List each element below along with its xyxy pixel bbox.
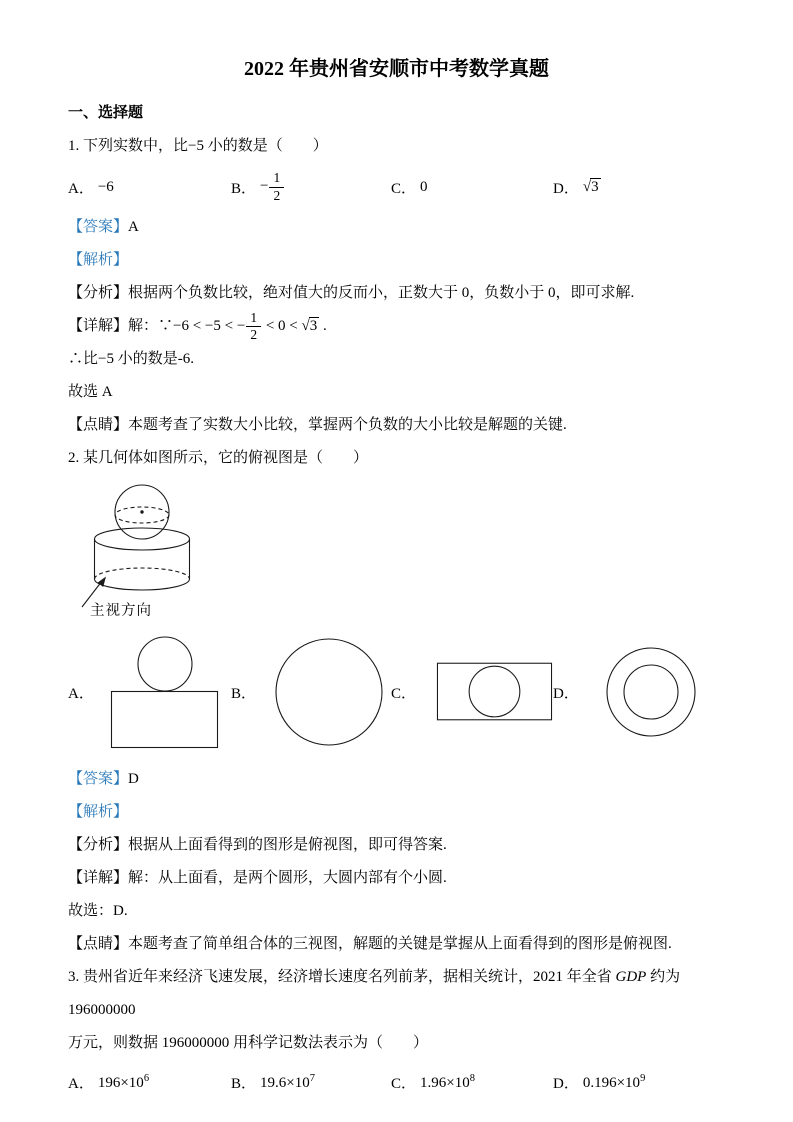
jiexi-label: 【解析】 <box>68 252 129 268</box>
q2-solid-figure <box>70 479 290 625</box>
q1-conclusion-line: ∴比−5 小的数是-6. <box>68 351 194 367</box>
q1-option-a-label: A． <box>68 180 94 197</box>
exponent: 7 <box>309 1072 315 1084</box>
cylinder-shape <box>95 528 190 590</box>
gdp-italic: GDP <box>615 969 647 985</box>
q3-options-row <box>68 1064 725 1100</box>
q1-option-b <box>231 171 391 202</box>
q1-option-c-label: C． <box>391 180 417 197</box>
q2-option-a-label: A． <box>68 685 94 702</box>
q1-xiangjie-prefix: 【详解】解：∵ <box>68 318 174 334</box>
concentric-circles-figure <box>605 646 697 738</box>
jiexi-label: 【解析】 <box>68 804 129 820</box>
radicand: 3 <box>309 318 318 334</box>
q1-text: 1. 下列实数中，比−5 小的数是（ ） <box>68 138 328 154</box>
q3-option-d-value <box>583 1073 645 1092</box>
fraction <box>269 171 284 202</box>
sphere-shape <box>115 485 169 539</box>
answer-label: 【答案】 <box>68 219 129 235</box>
large-circle-figure <box>274 637 384 747</box>
inequality-middle: < 0 < <box>262 318 302 334</box>
mantissa: 196×10 <box>97 1074 144 1091</box>
q1-inequality <box>173 309 327 343</box>
q1-option-b-value <box>260 171 285 202</box>
mantissa: 19.6×10 <box>260 1074 310 1091</box>
radical-sign: √ <box>582 178 592 195</box>
q3-option-a-label: A． <box>68 1075 94 1092</box>
minus-sign: − <box>260 178 269 195</box>
page-title: 2022 年贵州省安顺市中考数学真题 <box>244 58 549 80</box>
q1-dianjing-line: 【点睛】本题考查了实数大小比较，掌握两个负数的大小比较是解题的关键. <box>68 417 567 433</box>
q3-option-b-value <box>260 1073 315 1092</box>
inequality-left: −6 < −5 < − <box>173 318 246 334</box>
q2-xiangjie-line: 【详解】解：从上面看，是两个圆形，大圆内部有个小圆. <box>68 870 447 886</box>
q2-answer-line <box>68 763 725 796</box>
q1-option-a <box>68 177 231 198</box>
q3-text-part1: 3. 贵州省近年来经济飞速发展，经济增长速度名列前茅，据相关统计，2021 年全省 <box>68 969 616 985</box>
q2-fenxi-line: 【分析】根据从上面看得到的图形是俯视图，即可得答案. <box>68 837 447 853</box>
circle-in-rectangle-figure <box>436 661 553 723</box>
sphere-on-cylinder-figure <box>70 479 280 619</box>
exponent: 9 <box>640 1072 646 1084</box>
q2-text: 2. 某几何体如图所示，它的俯视图是（ ） <box>68 450 369 466</box>
q3-option-c <box>391 1072 553 1093</box>
q1-choice-line: 故选 A <box>68 384 113 400</box>
inequality-end: . <box>319 318 327 334</box>
exponent: 8 <box>469 1072 475 1084</box>
fraction-numerator: 1 <box>269 171 284 187</box>
q2-option-d <box>553 646 725 738</box>
fraction-numerator: 1 <box>246 311 261 327</box>
q3-text-line2: 万元，则数据 196000000 用科学记数法表示为（ ） <box>68 1035 429 1051</box>
q1-option-d <box>553 177 725 198</box>
q3-option-d-label: D． <box>553 1075 579 1092</box>
q2-option-b-label: B． <box>231 685 257 702</box>
mantissa: 0.196×10 <box>582 1074 641 1091</box>
q2-option-c-label: C． <box>391 685 417 702</box>
mantissa: 1.96×10 <box>420 1074 470 1091</box>
q1-option-a-value: −6 <box>97 178 114 195</box>
q1-option-d-value <box>583 178 601 196</box>
q2-option-d-label: D． <box>553 685 579 702</box>
q2-answer-value: D <box>128 771 139 787</box>
q1-options-row <box>68 163 725 211</box>
q1-option-c <box>391 177 553 198</box>
q3-option-c-label: C． <box>391 1075 417 1092</box>
q3-option-d <box>553 1072 725 1093</box>
q2-option-b <box>231 637 391 747</box>
fraction-denominator: 2 <box>273 187 281 203</box>
q1-answer-value: A <box>128 219 139 235</box>
fraction <box>246 311 261 342</box>
section-heading: 一、选择题 <box>68 105 144 121</box>
sqrt-term <box>302 318 320 334</box>
q3-option-a-value <box>98 1073 149 1092</box>
q2-choice-line: 故选：D. <box>68 903 128 919</box>
radicand: 3 <box>591 178 599 195</box>
q1-jiexi-line <box>68 244 725 277</box>
q2-options-row <box>68 631 725 753</box>
q1-option-b-label: B． <box>231 180 257 197</box>
q1-option-d-label: D． <box>553 180 579 197</box>
q1-xiangjie-line <box>68 310 725 343</box>
radical-sign: √ <box>301 318 310 334</box>
answer-label: 【答案】 <box>68 771 129 787</box>
q3-text-line1 <box>68 961 725 1027</box>
q2-jiexi-line <box>68 796 725 829</box>
q1-answer-line <box>68 211 725 244</box>
q2-option-a <box>68 635 231 750</box>
q3-option-c-value <box>420 1073 475 1092</box>
q1-option-c-value: 0 <box>420 178 428 195</box>
q3-text-part2: 约为 196000000 <box>68 969 681 1018</box>
q2-option-c <box>391 661 553 723</box>
q3-option-b <box>231 1072 391 1093</box>
q1-fenxi-line: 【分析】根据两个负数比较，绝对值大的反而小，正数大于 0，负数小于 0，即可求解. <box>68 285 635 301</box>
q3-option-a <box>68 1072 231 1093</box>
q2-dianjing-line: 【点睛】本题考查了简单组合体的三视图，解题的关键是掌握从上面看得到的图形是俯视图. <box>68 936 672 952</box>
fraction-denominator: 2 <box>250 327 258 343</box>
q3-option-b-label: B． <box>231 1075 257 1092</box>
figure-view-label: 主视方向 <box>90 603 152 619</box>
exponent: 6 <box>143 1072 150 1084</box>
circle-on-rectangle-figure <box>110 635 220 750</box>
